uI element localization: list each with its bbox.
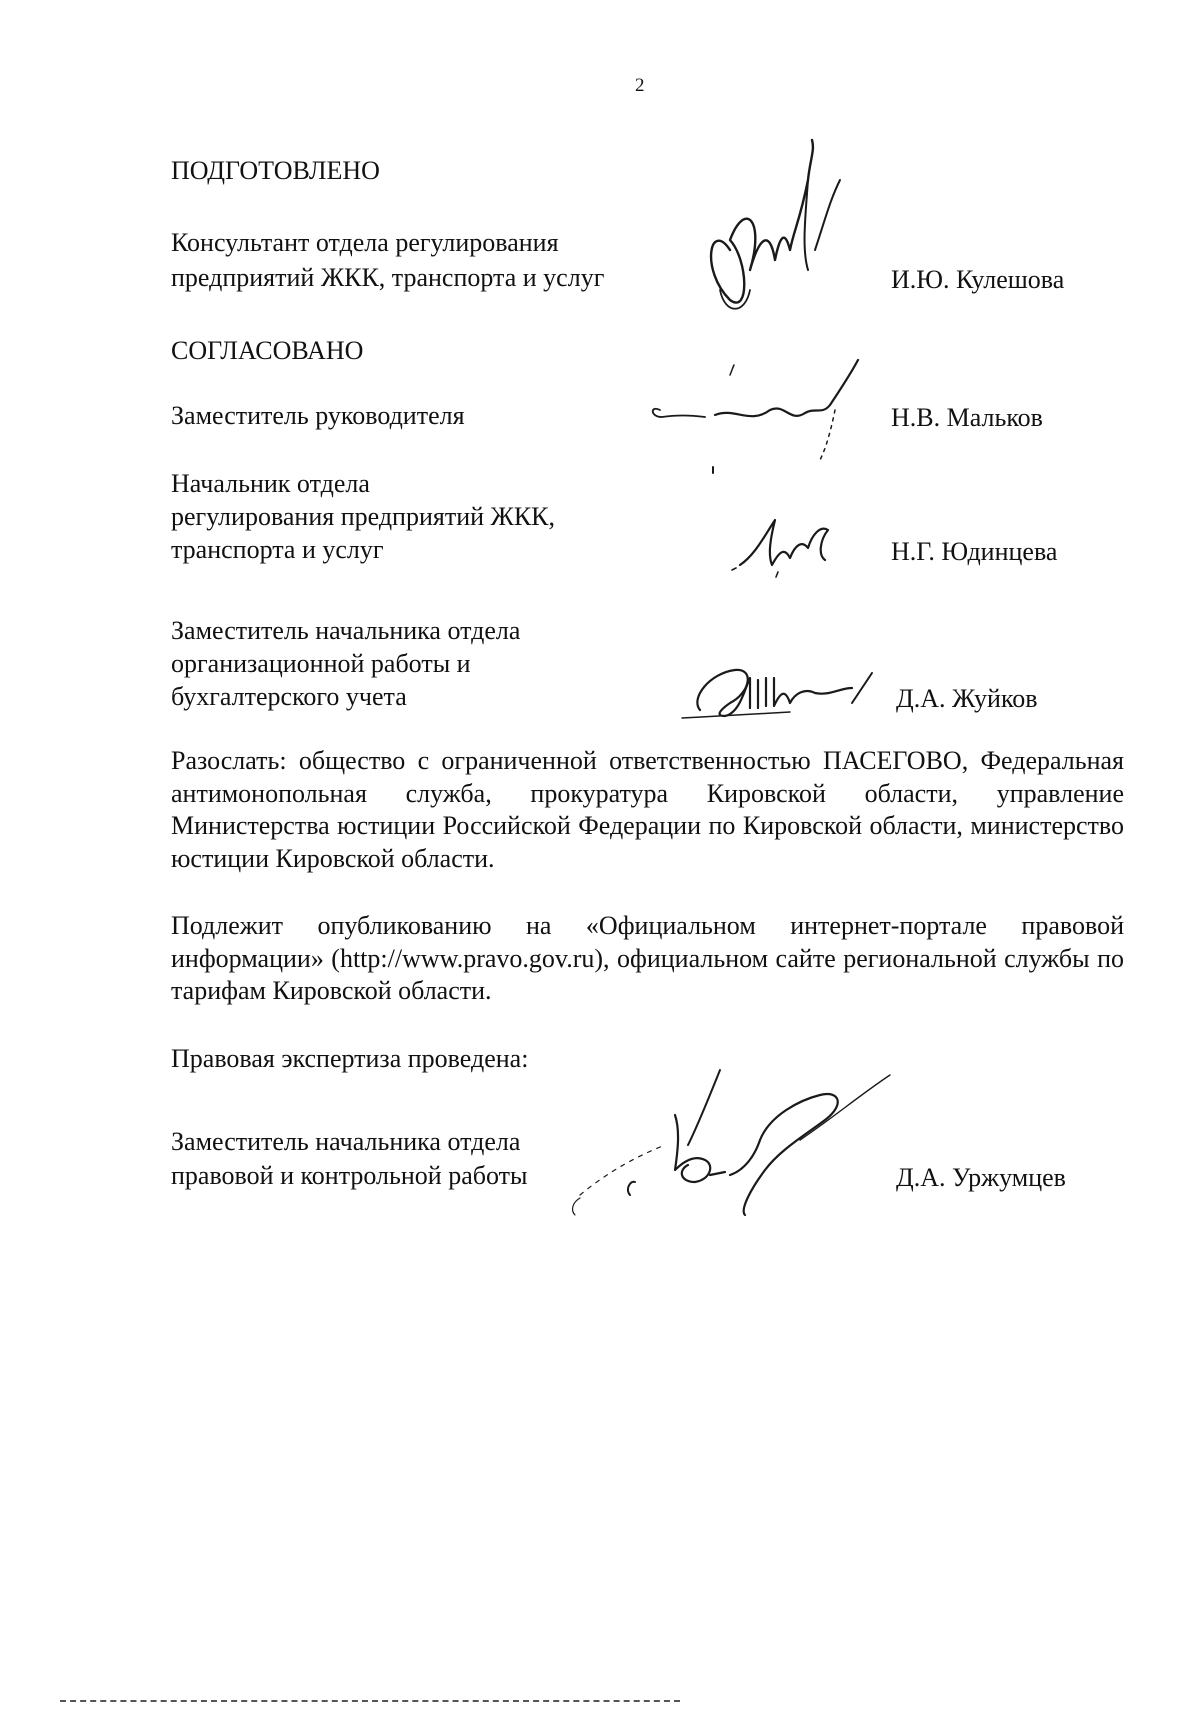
agreed-heading: СОГЛАСОВАНО [171,336,364,365]
legal-review-position-line-2: правовой и контрольной работы [171,1161,528,1190]
publication-paragraph: Подлежит опубликованию на «Официальном интернет-портале правовой информации» (http://www.pravo.gov.ru), официальном сайте региональной службы по тарифам Кировской области. [171,911,1124,1005]
agreed-name-malkov: Н.В. Мальков [891,403,1043,432]
signature-urzhumtsev [570,1070,910,1220]
prepared-position-line-1: Консультант отдела регулирования [171,228,559,257]
legal-review-name-urzhumtsev: Д.А. Уржумцев [896,1163,1066,1192]
agreed-position-head-line-2: регулирования предприятий ЖКК, [171,502,556,531]
page-number: 2 [635,75,645,96]
distribution-paragraph: Разослать: общество с ограниченной ответственностью ПАСЕГОВО, Федеральная антимонопольная служба, прокуратура Кировской области, управление Министерства юстиции Российской Федерации по Кировской области, министерство юстиции Кировской области. [171,746,1124,873]
legal-review-position-line-1: Заместитель начальника отдела [171,1127,521,1156]
signature-zhuikov [680,658,890,728]
signature-malkov [640,355,880,480]
prepared-signatory-name: И.Ю. Кулешова [891,265,1065,294]
signature-yudintseva [730,510,840,580]
prepared-heading: ПОДГОТОВЛЕНО [171,156,380,185]
agreed-position-deputy-dept-line-1: Заместитель начальника отдела [171,616,521,645]
agreed-name-yudintseva: Н.Г. Юдинцева [891,537,1058,566]
agreed-position-deputy-head: Заместитель руководителя [171,401,465,430]
agreed-position-head-line-1: Начальник отдела [171,469,370,498]
footer-divider [60,1700,680,1702]
legal-review-heading: Правовая экспертиза проведена: [171,1044,529,1073]
prepared-position-line-2: предприятий ЖКК, транспорта и услуг [171,263,605,292]
signature-kuleshova [690,140,850,330]
agreed-name-zhuikov: Д.А. Жуйков [896,684,1038,713]
agreed-position-deputy-dept-line-3: бухгалтерского учета [171,682,407,711]
agreed-position-head-line-3: транспорта и услуг [171,535,384,564]
agreed-position-deputy-dept-line-2: организационной работы и [171,649,471,678]
